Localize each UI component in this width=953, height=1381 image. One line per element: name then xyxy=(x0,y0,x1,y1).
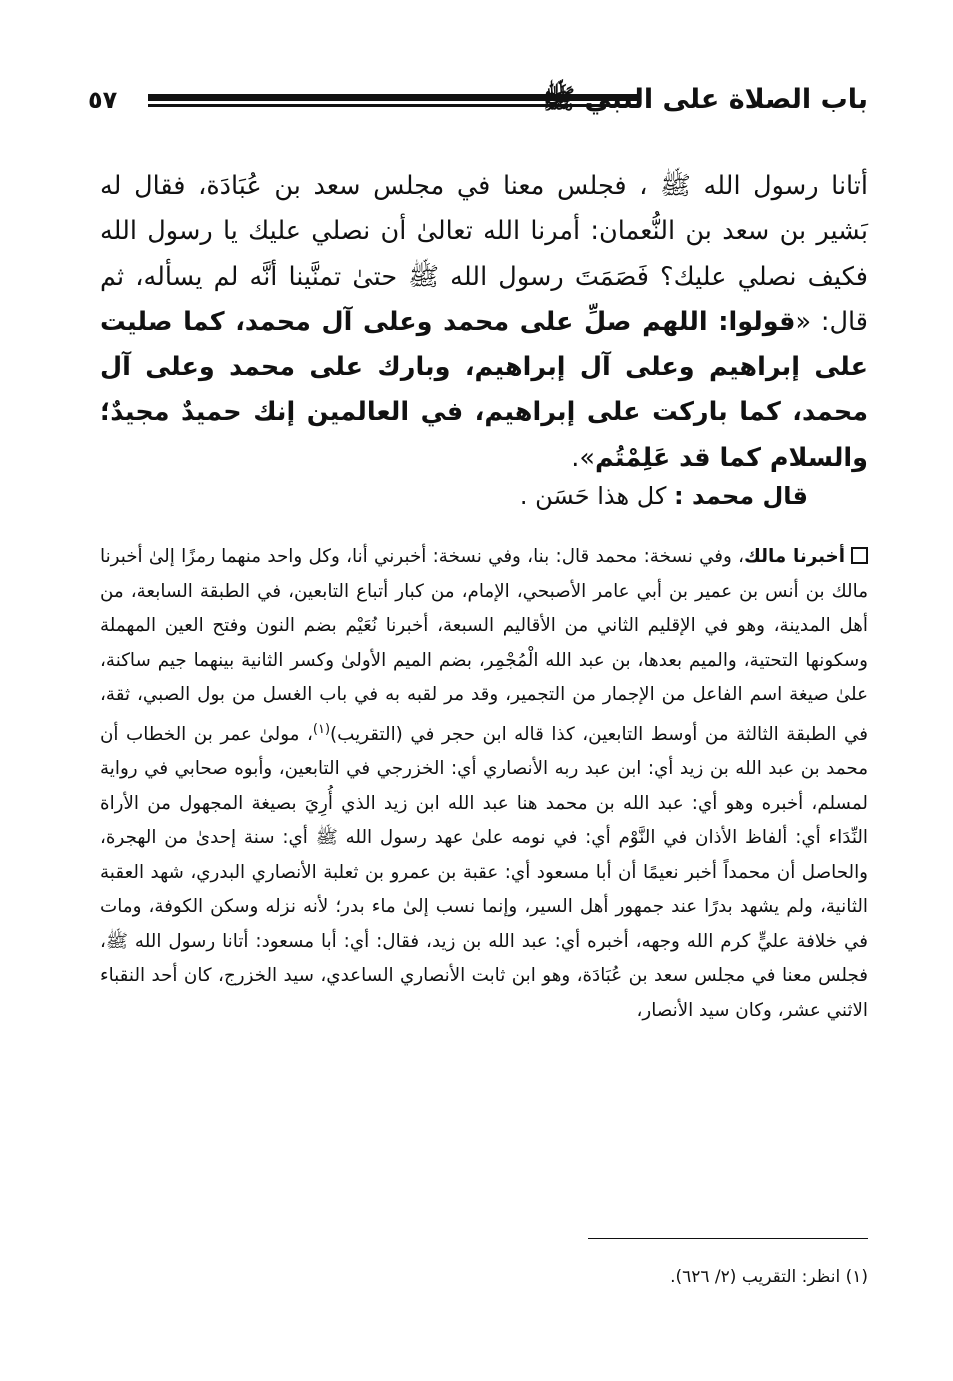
hadith-narration: أتانا رسول الله ﷺ ، فجلس معنا في مجلس سعد بن عُبَادَة، فقال له بَشير بن سعد بن النُّعمان: أمرنا الله تعالىٰ أن نصلي عليك يا رسول الله فكيف نصلي عليك؟ فَصَمَتَ رسول الله ﷺ حتىٰ تمنَّينا أنَّه لم يسأله، ثم قال: « xyxy=(100,171,868,337)
footnote xyxy=(300,1262,868,1292)
footnote-rule xyxy=(588,1238,868,1239)
commentary-lead: أخبرنا مالك xyxy=(744,546,845,567)
author-comment-label: قال محمد : xyxy=(674,482,808,510)
commentary-body-2: ، مولىٰ عمر بن الخطاب أن محمد بن عبد الله بن زيد أي: ابن عبد ربه الأنصاري أي: الخزرجي في التابعين، وأبوه صحابي في رواية لمسلم، أخبره وهو أي: عبد الله بن محمد هنا عبد الله ابن زيد الذي أُرِيَ بصيغة المجهول من الأراة النِّدَاء أي: ألفاظ الأذان في النَّوْم أي: في نومه علىٰ عهد رسول الله ﷺ أي: سنة إحدىٰ من الهجرة، والحاصل أن محمداً أخبر نعيمًا أن أبا مسعود أي: عقبة بن عمرو بن ثعلبة الأنصاري البدري، شهد العقبة الثانية، ولم يشهد بدرًا عند جمهور أهل السير، وإنما نسب إلىٰ ماء بدر؛ لأنه نزله وسكن الكوفة، ومات في خلافة عليٍّ كرم الله وجهه، أخبره أي: عبد الله بن زيد، فقال: أي: أبا مسعود: أتانا رسول الله ﷺ، فجلس معنا في مجلس سعد بن عُبَادَة، وهو ابن ثابت الأنصاري الساعدي، سيد الخزرج، كان أحد النقباء الاثني عشر، وكان سيد الأنصار، xyxy=(100,723,868,1021)
footnote-text: (١) انظر: التقريب (٢/ ٦٢٦). xyxy=(670,1267,868,1287)
commentary xyxy=(100,540,868,1028)
hadith-text xyxy=(100,164,868,481)
square-marker-icon xyxy=(851,547,868,564)
running-header xyxy=(88,82,868,128)
author-comment xyxy=(100,476,808,516)
author-comment-text: كل هذا حَسَن . xyxy=(519,482,675,510)
header-rule xyxy=(148,94,638,107)
hadith-close: ». xyxy=(571,442,595,473)
hadith-supplication: قولوا: اللهم صلِّ على محمد وعلى آل محمد، كما صليت على إبراهيم وعلى آل إبراهيم، وبارك على محمد وعلى آل محمد، كما باركت على إبراهيم، في العالمين إنك حميدٌ مجيدٌ؛ والسلام كما قد عَلِمْتُم xyxy=(100,306,868,473)
footnote-reference: (١) xyxy=(312,721,331,737)
page-number: ٥٧ xyxy=(88,86,118,114)
commentary-body-1: ، وفي نسخة: محمد قال: بنا، وفي نسخة: أخبرني أنا، وكل واحد منهما رمزًا إلىٰ أخبرنا مالك بن أنس بن عمير بن أبي عامر الأصبحي، الإمام، من كبار أتباع التابعين، في الطبقة السابعة، من أهل المدينة، وهو في الإقليم الثاني من الأقاليم السبعة، أخبرنا نُعَيْم بضم النون وفتح العين المهملة وسكونها التحتية، والميم بعدها، بن عبد الله الْمُجْمِر، بضم الميم الأولىٰ وكسر الثانية بينهما جيم ساكنة، علىٰ صيغة اسم الفاعل من الإجمار من التجمير، وقد مر لقبه به في باب الغسل من بول الصبي، ثقة، في الطبقة الثالثة من أوسط التابعين، كذا قاله ابن حجر في (التقريب) xyxy=(100,546,868,745)
chapter-title: باب الصلاة على النبي ﷺ xyxy=(542,84,868,115)
